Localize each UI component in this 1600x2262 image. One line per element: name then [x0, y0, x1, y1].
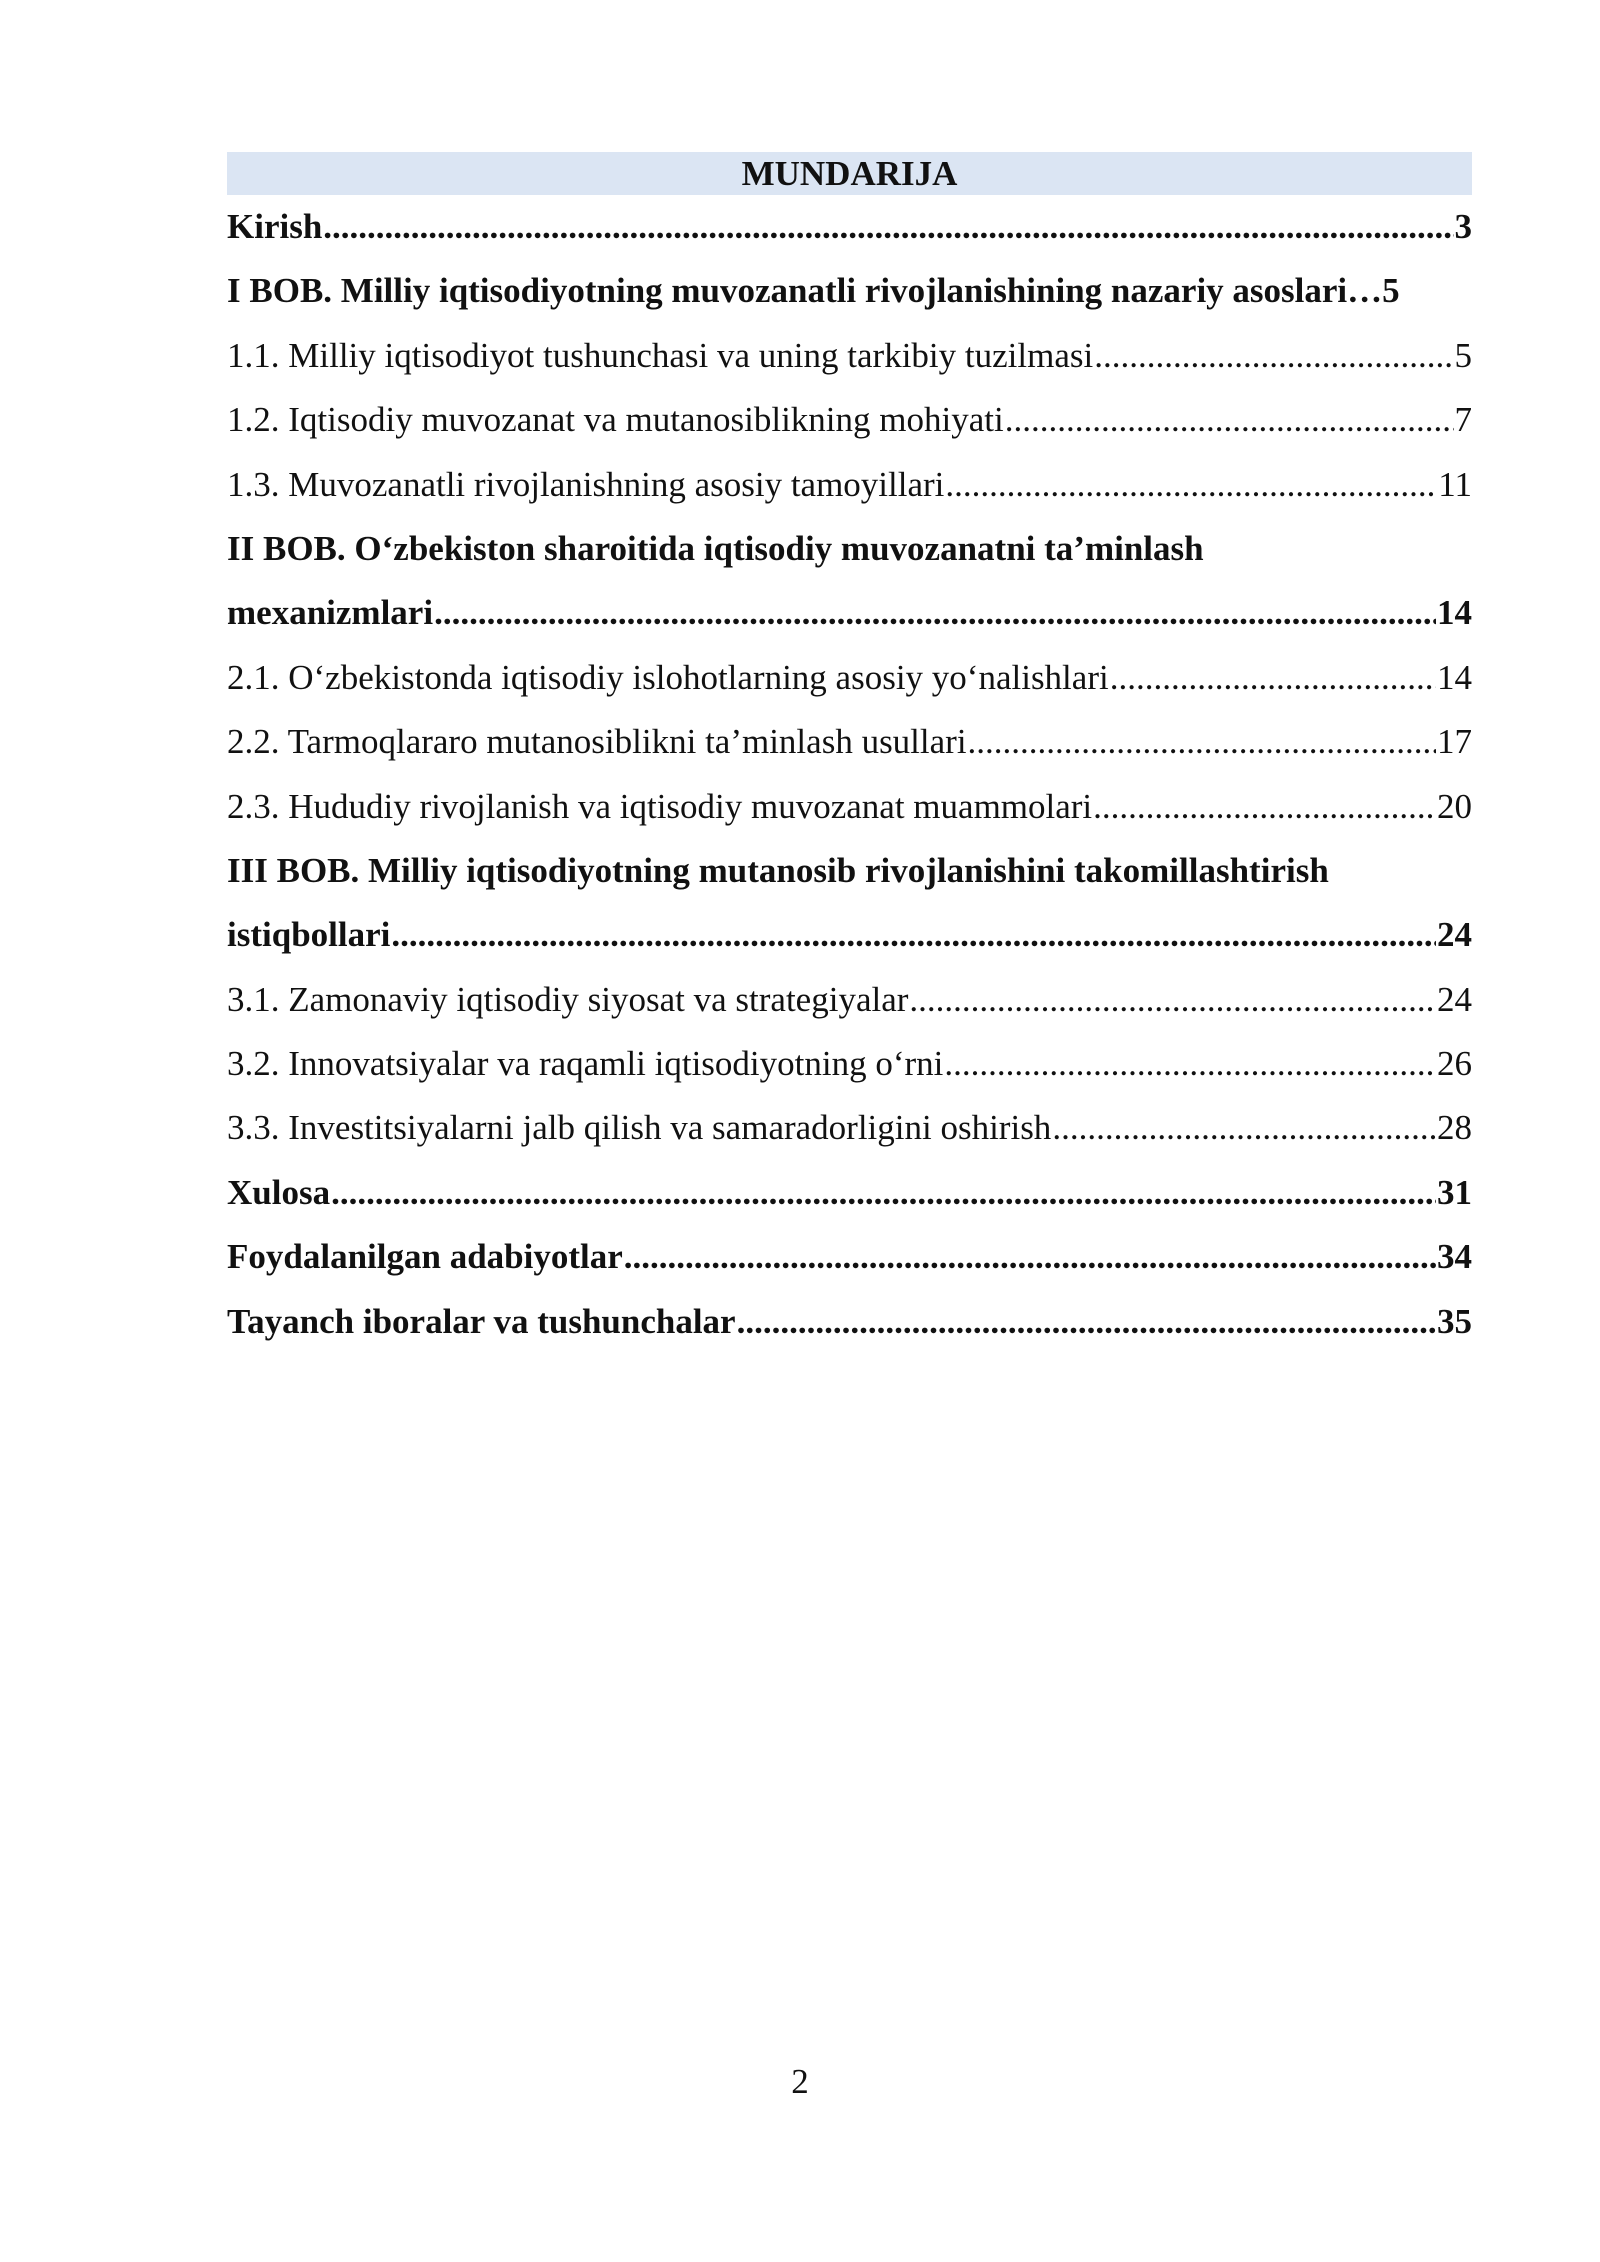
toc-heading: MUNDARIJA — [227, 152, 1472, 195]
toc-entry-page-number: 24 — [1437, 915, 1472, 955]
toc-entry-page-number: 28 — [1437, 1108, 1472, 1148]
dot-leader — [1110, 646, 1436, 710]
page-number: 2 — [791, 2062, 809, 2101]
toc-entry-page-number: 34 — [1437, 1237, 1472, 1277]
toc-entry[interactable] — [227, 195, 1472, 259]
toc-entry-title: Tayanch iboralar va tushunchalar — [227, 1301, 736, 1341]
toc-entry-title: I BOB. Milliy iqtisodiyotning muvozanatli rivojlanishining nazariy asoslari… — [227, 271, 1383, 311]
toc-entry[interactable] — [227, 1225, 1472, 1289]
dot-leader — [391, 903, 1436, 967]
toc-entry-title: Xulosa — [227, 1172, 331, 1212]
toc-entry-title: 1.3. Muvozanatli rivojlanishning asosiy tamoyillari — [227, 464, 945, 504]
toc-entry-title: 3.1. Zamonaviy iqtisodiy siyosat va strategiyalar — [227, 979, 909, 1019]
toc-entry-page-number: 35 — [1437, 1301, 1472, 1341]
dot-leader — [968, 710, 1436, 774]
document-page — [227, 152, 1472, 1354]
dot-leader — [1052, 1096, 1436, 1160]
toc-entry-title-line1: II BOB. O‘zbekiston sharoitida iqtisodiy muvozanatni ta’minlash — [227, 528, 1204, 568]
dot-leader — [737, 1290, 1436, 1354]
toc-entry-title: Foydalanilgan adabiyotlar — [227, 1237, 623, 1277]
toc-entry-page-number: 17 — [1437, 722, 1472, 762]
toc-entry-page-number: 5 — [1382, 271, 1400, 311]
toc-entry[interactable] — [227, 1032, 1472, 1096]
toc-entry[interactable] — [227, 1290, 1472, 1354]
toc-entry-page-number: 14 — [1437, 593, 1472, 633]
toc-entry-title: mexanizmlari — [227, 593, 434, 633]
toc-entry[interactable] — [227, 324, 1472, 388]
toc-entry-title: 2.1. O‘zbekistonda iqtisodiy islohotlarning asosiy yo‘nalishlari — [227, 657, 1109, 697]
toc-entry-title: 2.2. Tarmoqlararo mutanosiblikni ta’minlash usullari — [227, 722, 967, 762]
dot-leader — [434, 581, 1436, 645]
toc-entry[interactable] — [227, 581, 1472, 645]
toc-entry[interactable] — [227, 453, 1472, 517]
dot-leader — [1005, 388, 1454, 452]
toc-entry-page-number: 24 — [1437, 979, 1472, 1019]
toc-list — [227, 195, 1472, 1354]
toc-entry-title: istiqbollari — [227, 915, 391, 955]
toc-entry-title: 3.2. Innovatsiyalar va raqamli iqtisodiyotning o‘rni — [227, 1044, 944, 1084]
toc-entry-page-number: 26 — [1437, 1044, 1472, 1084]
toc-entry-page-number: 11 — [1438, 464, 1472, 504]
toc-entry-page-number: 7 — [1454, 400, 1472, 440]
toc-entry[interactable] — [227, 710, 1472, 774]
toc-entry[interactable] — [227, 1096, 1472, 1160]
dot-leader — [331, 1161, 1436, 1225]
toc-entry-page-number: 14 — [1437, 657, 1472, 697]
dot-leader — [323, 195, 1453, 259]
toc-entry[interactable] — [227, 968, 1472, 1032]
toc-entry[interactable] — [227, 1161, 1472, 1225]
toc-entry[interactable] — [227, 259, 1472, 323]
toc-entry-title: 1.2. Iqtisodiy muvozanat va mutanosiblikning mohiyati — [227, 400, 1004, 440]
toc-entry-page-number: 5 — [1454, 335, 1472, 375]
toc-entry-title: Kirish — [227, 207, 323, 246]
toc-entry[interactable] — [227, 388, 1472, 452]
dot-leader — [1093, 775, 1436, 839]
toc-entry-title-line1: III BOB. Milliy iqtisodiyotning mutanosib rivojlanishini takomillashtirish — [227, 850, 1329, 890]
toc-entry[interactable] — [227, 775, 1472, 839]
dot-leader — [1094, 324, 1453, 388]
toc-entry-title: 1.1. Milliy iqtisodiyot tushunchasi va uning tarkibiy tuzilmasi — [227, 335, 1094, 375]
toc-entry-page-number: 20 — [1437, 786, 1472, 826]
dot-leader — [909, 968, 1436, 1032]
dot-leader — [624, 1225, 1436, 1289]
toc-entry[interactable] — [227, 646, 1472, 710]
toc-entry-page-number: 3 — [1454, 207, 1472, 246]
toc-entry[interactable] — [227, 903, 1472, 967]
toc-entry-page-number: 31 — [1437, 1172, 1472, 1212]
dot-leader — [944, 1032, 1436, 1096]
toc-entry-title: 3.3. Investitsiyalarni jalb qilish va samaradorligini oshirish — [227, 1108, 1052, 1148]
toc-entry-title: 2.3. Hududiy rivojlanish va iqtisodiy muvozanat muammolari — [227, 786, 1093, 826]
dot-leader — [945, 453, 1437, 517]
